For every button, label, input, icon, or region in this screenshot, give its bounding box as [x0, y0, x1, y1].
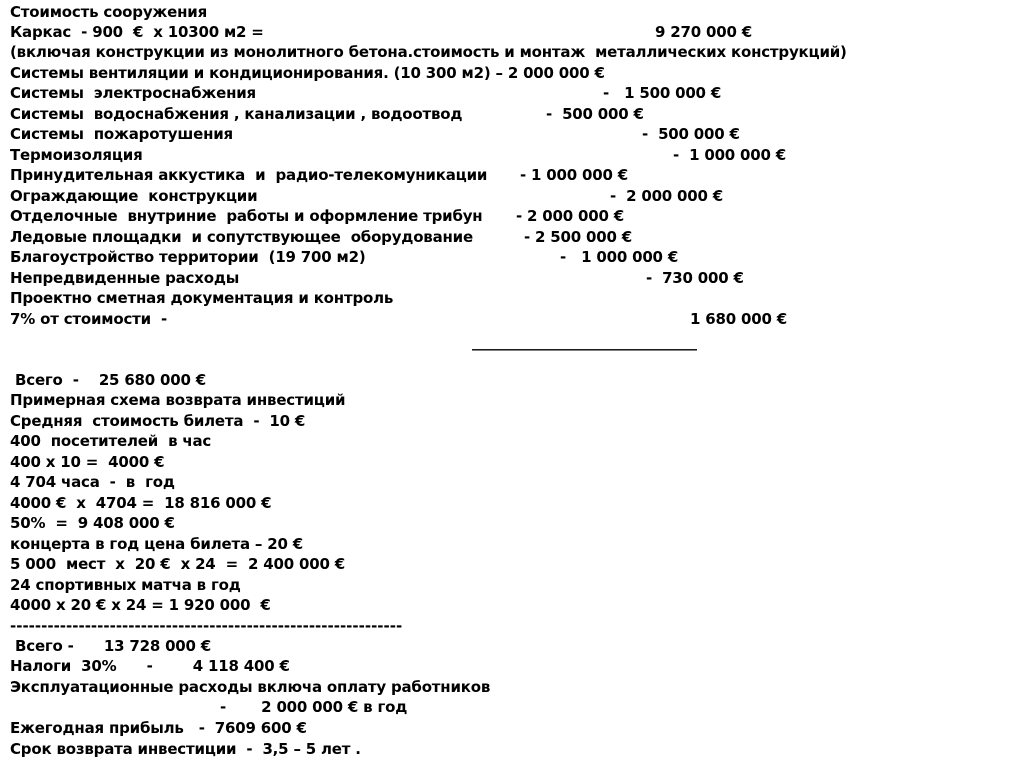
return-scheme-line: 24 спортивных матча в год: [10, 576, 241, 594]
cost-item-amount: - 2 000 000 €: [610, 187, 724, 205]
cost-item-label: Ограждающие конструкции: [10, 187, 258, 205]
return-scheme-line: 50% = 9 408 000 €: [10, 514, 175, 532]
summary-line: Эксплуатационные расходы включа оплату работников: [10, 678, 491, 696]
cost-item-label: Проектно сметная документация и контроль: [10, 289, 394, 307]
cost-item-label: Каркас - 900 € x 10300 м2 =: [10, 23, 264, 41]
page-title: Стоимость сооружения: [10, 3, 207, 21]
summary-line: Налоги 30% - 4 118 400 €: [10, 657, 290, 675]
cost-item-label: Системы водоснабжения , канализации , водоотвод: [10, 105, 463, 123]
return-scheme-line: 400 x 10 = 4000 €: [10, 453, 165, 471]
cost-item-label: Ледовые площадки и сопутствующее оборудование: [10, 228, 473, 246]
return-scheme-line: 5 000 мест x 20 € x 24 = 2 400 000 €: [10, 555, 345, 573]
cost-item-amount: - 1 000 000 €: [673, 146, 787, 164]
dashed-separator: ---------------------------------------------------------------: [10, 617, 403, 635]
total-cost: Всего - 25 680 000 €: [10, 371, 207, 389]
cost-item-amount: 9 270 000 €: [655, 23, 752, 41]
cost-item-amount: - 1 000 000 €: [560, 248, 679, 266]
cost-item-amount: - 2 000 000 €: [516, 207, 625, 225]
cost-item-label: (включая конструкции из монолитного бетона.стоимость и монтаж металлических конструкций): [10, 43, 847, 61]
return-scheme-line: 4 704 часа - в год: [10, 473, 175, 491]
cost-item-amount: - 1 500 000 €: [603, 84, 722, 102]
return-scheme-line: концерта в год цена билета – 20 €: [10, 535, 303, 553]
return-scheme-line: 400 посетителей в час: [10, 432, 212, 450]
summary-line: Ежегодная прибыль - 7609 600 €: [10, 719, 307, 737]
summary-line: - 2 000 000 € в год: [220, 698, 408, 716]
sum-underline: ______________________________: [472, 333, 697, 351]
cost-item-label: Принудительная аккустика и радио-телекомуникации: [10, 166, 488, 184]
cost-item-label: Системы пожаротушения: [10, 125, 233, 143]
cost-item-label: Непредвиденные расходы: [10, 269, 240, 287]
cost-item-amount: 1 680 000 €: [690, 310, 787, 328]
return-scheme-line: Примерная схема возврата инвестиций: [10, 391, 346, 409]
cost-item-label: Системы вентиляции и кондиционирования. (10 300 м2) – 2 000 000 €: [10, 64, 605, 82]
cost-item-amount: - 500 000 €: [642, 125, 740, 143]
cost-item-amount: - 1 000 000 €: [520, 166, 629, 184]
return-scheme-line: 4000 € x 4704 = 18 816 000 €: [10, 494, 272, 512]
cost-item-label: Благоустройство территории (19 700 м2): [10, 248, 366, 266]
cost-item-label: Отделочные внутриние работы и оформление трибун: [10, 207, 483, 225]
summary-line: Срок возврата инвестиции - 3,5 – 5 лет .: [10, 740, 361, 758]
cost-item-label: 7% от стоимости -: [10, 310, 168, 328]
cost-item-label: Термоизоляция: [10, 146, 143, 164]
cost-item-amount: - 500 000 €: [546, 105, 644, 123]
cost-item-amount: - 2 500 000 €: [524, 228, 633, 246]
cost-item-amount: - 730 000 €: [646, 269, 744, 287]
total-income: Всего - 13 728 000 €: [10, 637, 212, 655]
return-scheme-line: Средняя стоимость билета - 10 €: [10, 412, 306, 430]
cost-item-label: Системы электроснабжения: [10, 84, 256, 102]
return-scheme-line: 4000 x 20 € x 24 = 1 920 000 €: [10, 596, 271, 614]
